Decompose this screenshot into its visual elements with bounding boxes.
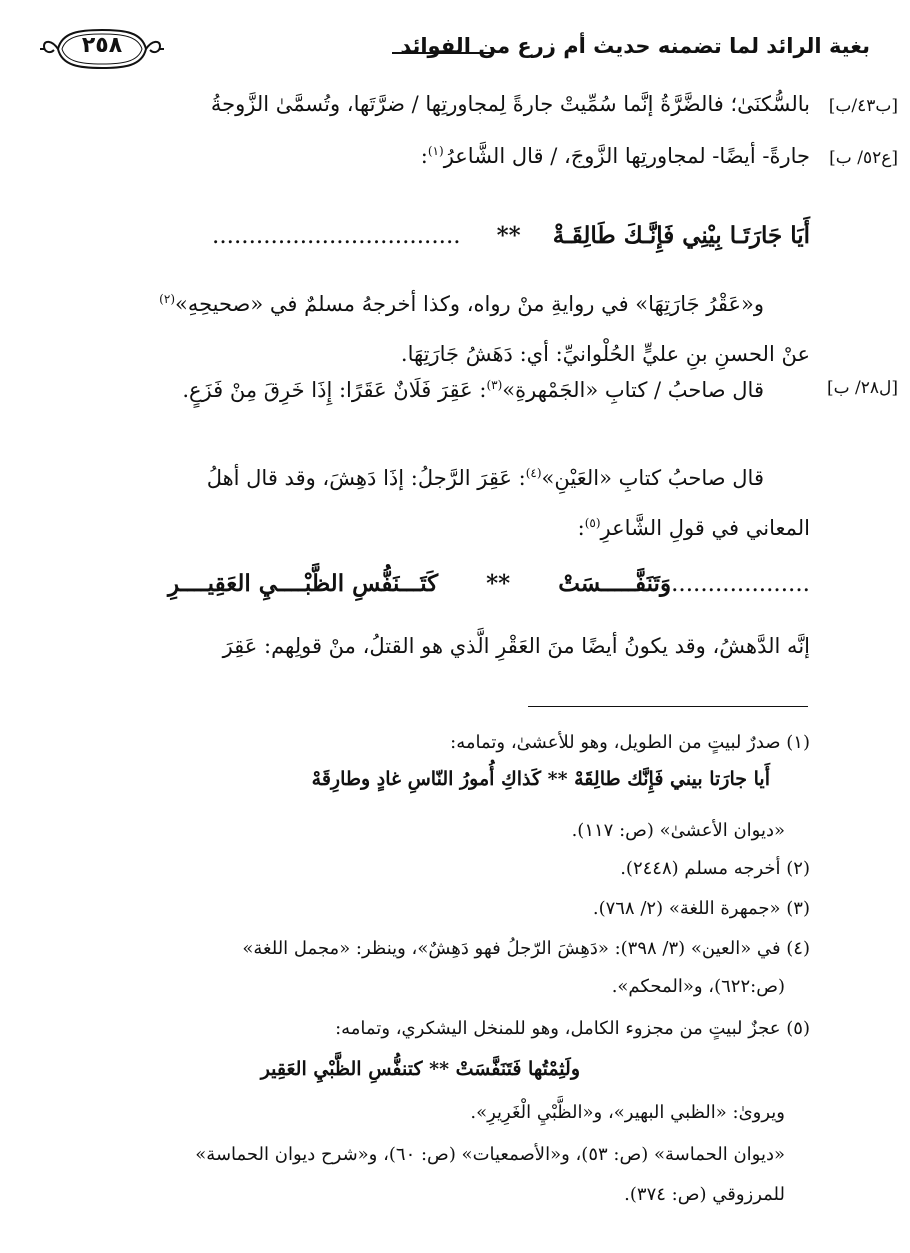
verse-separator: ** — [496, 222, 521, 249]
body-text: إنَّه الدَّهشُ، وقد يكونُ أيضًا منَ العَقْرِ الَّذي هو القتلُ، منْ قولِهم: عَقِرَ — [222, 634, 810, 658]
footnote-ref: (٤) — [525, 466, 542, 480]
footnote-2 — [98, 858, 810, 879]
footnote-text: للمرزوقي (ص: ٣٧٤). — [624, 1184, 785, 1205]
body-line — [98, 378, 810, 402]
verse-text: أَيَا جَارَتَـا بِيْنِي فَإِنَّـكَ طَالِقَـةْ — [552, 222, 810, 249]
body-line — [98, 634, 810, 658]
page-header — [40, 22, 870, 74]
body-text: جارةً- أيضًا- لمجاورتِها الزَّوجَ، / قال الشَّاعرُ — [443, 144, 810, 168]
body-text: و«عَقْرُ جَارَتِهَا» في روايةِ منْ رواه، وكذا أخرجهُ مسلمٌ في «صحيحِهِ» — [175, 292, 764, 316]
body-line — [98, 292, 810, 316]
body-line — [98, 342, 810, 366]
footnote-5-source-cont — [73, 1184, 785, 1205]
footnote-verse-text: ولَثِمْتُها فَتَنَفَّسَتْ ** كتنفُّسِ الظَّبْيِ العَقِير — [260, 1058, 580, 1080]
footnote-text: «ديوان الأعشىٰ» (ص: ١١٧). — [571, 820, 785, 841]
page-number: ٢٥٨ — [81, 33, 123, 58]
footnote-text: (ص:٦٢٢)، و«المحكم». — [611, 976, 785, 997]
footnote-5-variant — [73, 1102, 785, 1123]
verse-text: كَتَـــنَفُّسِ الظَّبْــــيِ العَقِيــــرِ — [168, 570, 439, 597]
verse-hemistich — [212, 222, 810, 249]
footnote-text: (٢) أخرجه مسلم (٢٤٤٨). — [620, 858, 810, 879]
footnote-text: (٣) «جمهرة اللغة» (٢/ ٧٦٨). — [592, 898, 810, 919]
footnote-text: (٤) في «العين» (٣/ ٣٩٨): «دَهِشَ الرّجلُ فهو دَهِشٌ»، وينظر: «مجمل اللغة» — [242, 938, 810, 959]
body-text: المعاني في قولِ الشَّاعرِ — [600, 516, 810, 540]
body-text: : — [420, 144, 428, 168]
body-text: بالسُّكنَىٰ؛ فالضَّرَّةُ إنَّما سُمِّيتْ جارةً لِمجاورتِها / ضرَّتَها، وتُسمَّىٰ الزَّوجةُ — [210, 92, 810, 116]
footnote-3 — [98, 898, 810, 919]
footnote-verse — [312, 768, 770, 790]
body-text: قال صاحبُ / كتابِ «الجَمْهرةِ» — [502, 378, 764, 402]
body-text: : عَقِرَ فَلَانٌ عَقَرًا: إِذَا خَرِقَ مِنْ فَزَعٍ. — [182, 378, 487, 402]
body-text: قال صاحبُ كتابِ «العَيْنِ» — [541, 466, 764, 490]
margin-ref: [ل٢٨/ ب] — [826, 378, 898, 398]
body-text: : عَقِرَ الرَّجلُ: إذَا دَهِشَ، وقد قال أهلُ — [206, 466, 526, 490]
body-line — [98, 516, 810, 540]
footnote-text: ويروىٰ: «الظبي البهير»، و«الظَّبْيِ الْغَرِيرِ». — [470, 1102, 785, 1123]
footnote-separator — [528, 706, 808, 707]
footnote-text: «ديوان الحماسة» (ص: ٥٣)، و«الأصمعيات» (ص: ٦٠)، و«شرح ديوان الحماسة» — [195, 1144, 785, 1165]
verse-separator: ** — [486, 570, 511, 597]
footnote-5-source — [97, 1144, 785, 1165]
body-line — [98, 144, 810, 168]
body-line — [98, 466, 810, 490]
footnote-ref: (٣) — [486, 378, 503, 392]
footnote-ref: (١) — [427, 144, 444, 158]
footnote-verse — [261, 1058, 580, 1080]
body-text: عنْ الحسنِ بنِ عليٍّ الحُلْوانيِّ: أي: دَهَشُ جَارَتِهَا. — [400, 342, 810, 366]
running-title: بغية الرائد لما تضمنه حديث أم زرع من الفوائد — [400, 34, 870, 58]
body-line — [98, 92, 810, 116]
footnote-text: (١) صدرٌ لبيتٍ من الطويل، وهو للأعشىٰ، وتمامه: — [450, 732, 810, 753]
footnote-ref: (٢) — [159, 292, 175, 306]
verse-line — [168, 570, 810, 597]
margin-ref: [ب٤٣/ب] — [828, 96, 898, 116]
verse-text: وَتَنَفَّـــــسَتْ — [558, 570, 672, 597]
verse-ellipsis: .................................. — [212, 223, 461, 249]
body-text: : — [577, 516, 585, 540]
footnote-5 — [98, 1018, 810, 1039]
footnote-text: (٥) عجزٌ لبيتٍ من مجزوء الكامل، وهو للمنخل اليشكري، وتمامه: — [335, 1018, 810, 1039]
margin-ref: [ع٥٢/ ب] — [829, 148, 898, 168]
footnote-4-cont — [73, 976, 785, 997]
footnote-source — [73, 820, 785, 841]
footnote-1 — [98, 732, 810, 753]
footnote-ref: (٥) — [584, 516, 601, 530]
footnote-4 — [98, 938, 810, 959]
header-rule — [392, 52, 492, 54]
verse-ellipsis: ................... — [671, 571, 810, 597]
footnote-verse-text: أَيا جارَتا بيني فَإِنَّك طالِقَهْ ** كَذاكِ أُمورُ النّاسِ غادٍ وطارِقَهْ — [311, 768, 770, 790]
